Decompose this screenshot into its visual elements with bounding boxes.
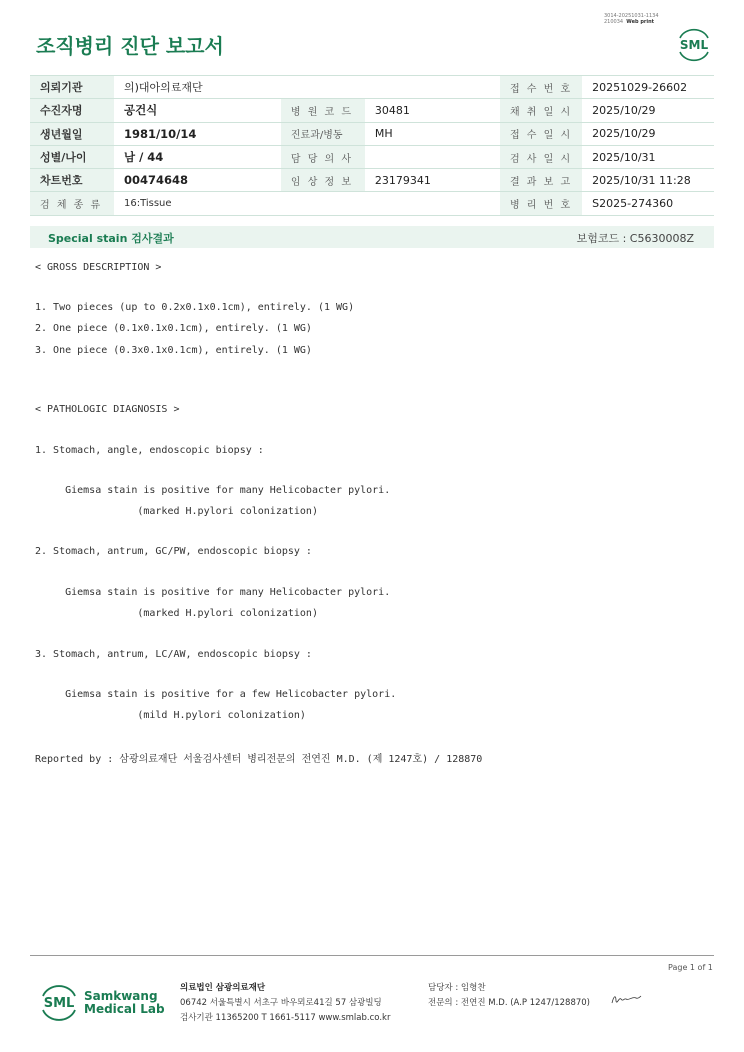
report-line: (marked H.pylori colonization) xyxy=(35,506,318,517)
value-requesting-institution: 의)대아의료재단 xyxy=(114,76,500,99)
info-row xyxy=(30,99,714,122)
value-specimen-type: 16:Tissue xyxy=(114,192,500,215)
label-hospital-code: 병 원 코 드 xyxy=(281,99,365,122)
report-line: (mild H.pylori colonization) xyxy=(35,710,306,721)
staff-block xyxy=(428,981,590,1011)
footer-divider xyxy=(30,955,714,956)
patient-info-table xyxy=(30,75,714,216)
svg-text:SML: SML xyxy=(679,38,709,52)
label-pathology-number: 병 리 번 호 xyxy=(500,192,582,215)
label-chart-number: 차트번호 xyxy=(30,169,114,192)
value-birth-date: 1981/10/14 xyxy=(114,122,281,145)
org-address: 06742 서울특별시 서초구 바우뫼로41길 57 삼광빌딩 xyxy=(180,998,382,1008)
svg-text:SML: SML xyxy=(43,996,75,1011)
value-receipt-date: 2025/10/29 xyxy=(582,122,714,145)
org-name: 의료법인 삼광의료재단 xyxy=(180,983,266,993)
print-meta-code: 210034 xyxy=(604,19,624,25)
label-physician: 담 당 의 사 xyxy=(281,145,365,168)
org-address-block xyxy=(180,981,390,1026)
value-result-report: 2025/10/31 11:28 xyxy=(582,169,714,192)
reported-by-line: Reported by : 삼광의료재단 서울검사센터 병리전문의 전연진 M.D. (제 1247호) / 128870 xyxy=(35,754,483,765)
insurance-code: 보험코드 : C5630008Z xyxy=(576,232,694,245)
report-title: 조직병리 진단 보고서 xyxy=(36,34,224,58)
info-row xyxy=(30,169,714,192)
label-requesting-institution: 의뢰기관 xyxy=(30,76,114,99)
label-birth-date: 생년월일 xyxy=(30,122,114,145)
report-line: Giemsa stain is positive for many Helicobacter pylori. xyxy=(35,587,391,598)
label-sex-age: 성별/나이 xyxy=(30,145,114,168)
value-hospital-code: 30481 xyxy=(365,99,500,122)
label-specimen-type: 검 체 종 류 xyxy=(30,192,114,215)
report-line: 2. Stomach, antrum, GC/PW, endoscopic biopsy : xyxy=(35,546,312,557)
sml-logo xyxy=(674,26,714,62)
staff-specialist: 전문의 : 전연진 M.D. (A.P 1247/128870) xyxy=(428,998,590,1008)
info-row xyxy=(30,76,714,99)
section-title: Special stain 검사결과 xyxy=(48,232,174,245)
report-line: 3. One piece (0.3x0.1x0.1cm), entirely. (1 WG) xyxy=(35,345,312,356)
info-row xyxy=(30,145,714,168)
value-sex-age: 남 / 44 xyxy=(114,145,281,168)
label-receipt-number: 접 수 번 호 xyxy=(500,76,582,99)
label-result-report: 결 과 보 고 xyxy=(500,169,582,192)
gross-description-heading: < GROSS DESCRIPTION > xyxy=(35,262,162,273)
report-line: Giemsa stain is positive for a few Helicobacter pylori. xyxy=(35,689,397,700)
brand-line2: Medical Lab xyxy=(84,1002,165,1016)
label-test-date: 검 사 일 시 xyxy=(500,145,582,168)
brand-line1: Samkwang xyxy=(84,989,158,1003)
print-meta-webprint: Web print xyxy=(626,19,655,25)
value-receipt-number: 20251029-26602 xyxy=(582,76,714,99)
info-row xyxy=(30,192,714,215)
value-pathology-number: S2025-274360 xyxy=(582,192,714,215)
value-test-date: 2025/10/31 xyxy=(582,145,714,168)
value-department: MH xyxy=(365,122,500,145)
sml-footer-logo xyxy=(37,980,81,1024)
label-clinical-info: 임 상 정 보 xyxy=(281,169,365,192)
report-line: 1. Stomach, angle, endoscopic biopsy : xyxy=(35,445,264,456)
report-line: 1. Two pieces (up to 0.2x0.1x0.1cm), entirely. (1 WG) xyxy=(35,302,355,313)
label-collection-date: 채 취 일 시 xyxy=(500,99,582,122)
value-patient-name: 공건식 xyxy=(114,99,281,122)
info-row xyxy=(30,122,714,145)
brand-name xyxy=(84,990,165,1016)
report-line: Giemsa stain is positive for many Helicobacter pylori. xyxy=(35,485,391,496)
print-meta-line1: 3014-20251031-1134 xyxy=(604,13,659,19)
report-line: (marked H.pylori colonization) xyxy=(35,608,318,619)
pathologic-diagnosis-heading: < PATHOLOGIC DIAGNOSIS > xyxy=(35,404,180,415)
label-receipt-date: 접 수 일 시 xyxy=(500,122,582,145)
print-meta xyxy=(604,13,659,25)
label-department: 진료과/병동 xyxy=(281,122,365,145)
org-contact: 검사기관 11365200 T 1661-5117 www.smlab.co.kr xyxy=(180,1013,391,1023)
section-header xyxy=(30,226,714,248)
page-number: Page 1 of 1 xyxy=(668,963,713,972)
report-line: 3. Stomach, antrum, LC/AW, endoscopic biopsy : xyxy=(35,649,312,660)
staff-in-charge: 담당자 : 임형찬 xyxy=(428,983,486,993)
label-patient-name: 수진자명 xyxy=(30,99,114,122)
value-clinical-info: 23179341 xyxy=(365,169,500,192)
signature-icon xyxy=(610,993,642,1007)
value-physician xyxy=(365,145,500,168)
value-collection-date: 2025/10/29 xyxy=(582,99,714,122)
report-line: 2. One piece (0.1x0.1x0.1cm), entirely. (1 WG) xyxy=(35,323,312,334)
value-chart-number: 00474648 xyxy=(114,169,281,192)
